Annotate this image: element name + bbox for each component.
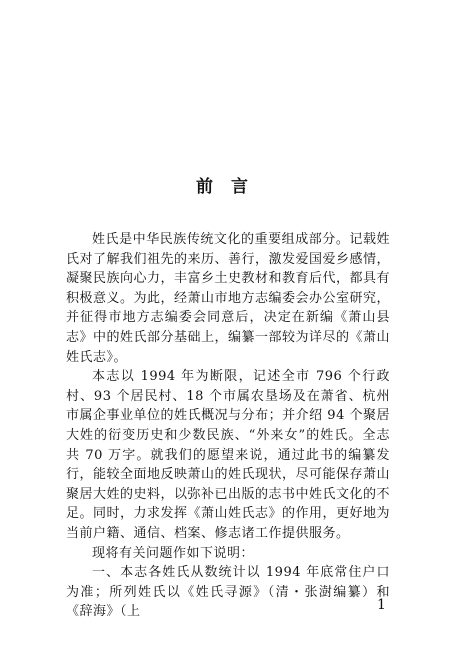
paragraph-notes-heading: 现将有关问题作如下说明： [92,545,255,561]
paragraph-intro: 姓氏是中华民族传统文化的重要组成部分。记载姓氏对了解我们祖先的来历、善行，激发爱国爱乡感情，凝聚民族向心力，丰富乡土史教材和教育后代，都具有积极意义。为此，经萧山市地方志编委会办公室研究，并征得市地方志编委会同意后，决定在新编《萧山县志》中的姓氏部分基础上，编纂一部较为详尽的《萧山姓氏志》。 [66,232,391,365]
paragraph-note-1: 一、本志各姓氏从数统计以 1994 年底常住户口为准；所列姓氏以《姓氏寻源》（清・张澍编纂）和《辞海》（上 [66,565,390,620]
page-title: 前 言 [196,177,254,197]
paragraph-scope: 本志以 1994 年为断限，记述全市 796 个行政村、93 个居民村、18 个市属农垦场及在萧省、杭州市属企事业单位的姓氏概况与分布；并介绍 94 个聚居大姓的衍变历史和少数民族、“外来女”的姓氏。全志共 70 万字。就我们的愿望来说，通过此书的编纂发行，能较全面地反映萧山的姓氏现状，尽可能保存萧山聚居大姓的史料，以弥补已出版的志书中姓氏文化的不足。同时，力求发挥《萧山姓氏志》的作用，更好地为当前户籍、通信、档案、修志诸工作提供服务。 [66,369,391,541]
body-text [66,230,390,622]
page-number: 1 [377,597,386,613]
